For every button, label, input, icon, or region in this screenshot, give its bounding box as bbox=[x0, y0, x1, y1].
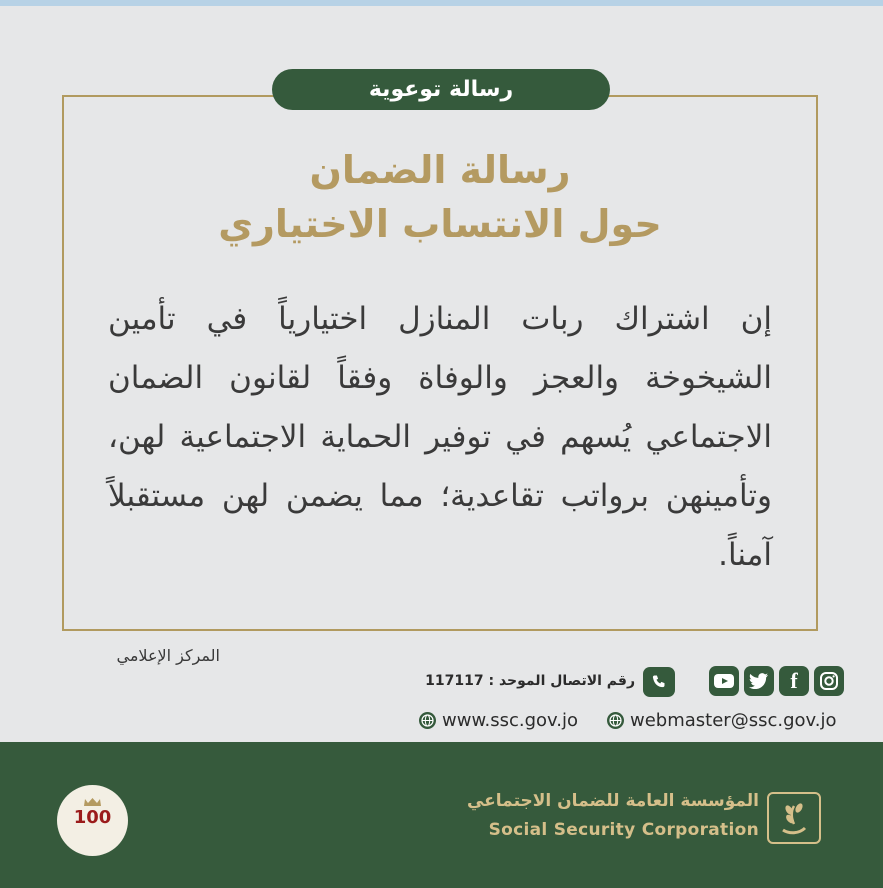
email-text: webmaster@ssc.gov.jo bbox=[630, 710, 837, 731]
awareness-message-label: رسالة توعوية bbox=[272, 69, 610, 110]
email-link[interactable] bbox=[607, 710, 837, 731]
website-text: www.ssc.gov.jo bbox=[442, 710, 579, 731]
instagram-icon[interactable] bbox=[814, 666, 844, 696]
footer-band bbox=[0, 742, 883, 888]
message-paragraph: إن اشتراك ربات المنازل اختيارياً في تأمين الشيخوخة والعجز والوفاة وفقاً لقانون الضمان الاجتماعي يُسهم في توفير الحماية الاجتماعية لهن، وتأمينهن برواتب تقاعدية؛ مما يضمن لهن مستقبلاً آمناً. bbox=[108, 301, 772, 573]
website-link[interactable] bbox=[419, 710, 578, 731]
org-name-english: Social Security Corporation bbox=[488, 820, 759, 840]
social-icons bbox=[709, 666, 844, 696]
top-strip bbox=[0, 0, 883, 6]
ssc-logo-icon bbox=[767, 792, 821, 844]
youtube-icon[interactable] bbox=[709, 666, 739, 696]
org-name-arabic: المؤسسة العامة للضمان الاجتماعي bbox=[466, 791, 759, 811]
page-title: رسالة الضمان bbox=[309, 148, 571, 192]
media-center-label: المركز الإعلامي bbox=[116, 646, 220, 665]
globe-icon bbox=[607, 712, 624, 729]
phone-icon[interactable] bbox=[643, 667, 675, 697]
unified-phone-number: رقم الاتصال الموحد : 117117 bbox=[425, 673, 635, 689]
badge-number: 100 bbox=[73, 807, 112, 828]
twitter-icon[interactable] bbox=[744, 666, 774, 696]
page-subtitle: حول الانتساب الاختياري bbox=[218, 202, 662, 246]
globe-icon bbox=[419, 712, 436, 729]
centenary-badge bbox=[57, 785, 128, 856]
facebook-icon[interactable]: f bbox=[779, 666, 809, 696]
